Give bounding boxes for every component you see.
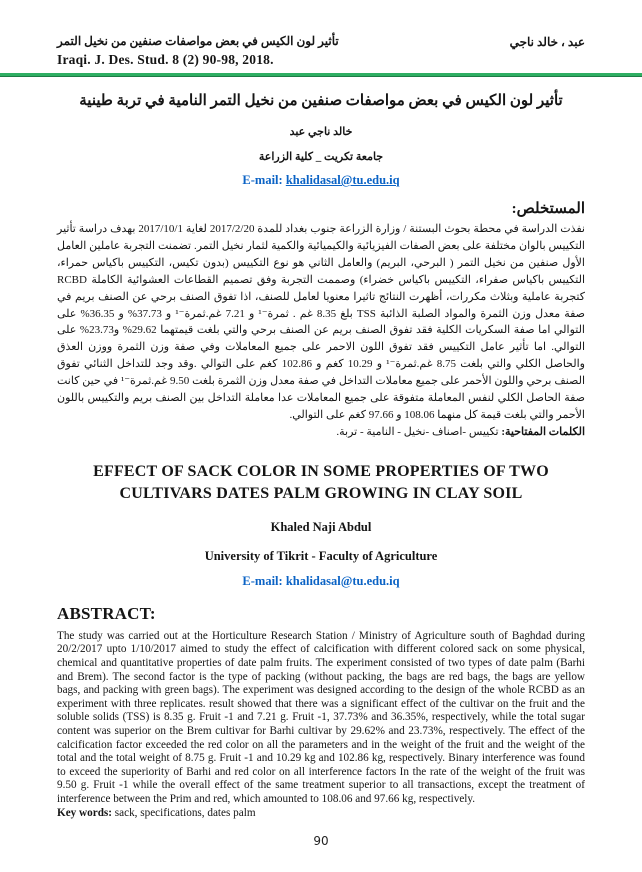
running-author-arabic: عبد ، خالد ناجي xyxy=(509,35,585,49)
running-title-arabic: تأثير لون الكيس في بعض مواصفات صنفين من نخيل التمر xyxy=(57,34,339,48)
english-keywords-text: sack, specifications, dates palm xyxy=(114,806,256,819)
arabic-keywords xyxy=(57,424,585,441)
english-abstract-text: The study was carried out at the Horticulture Research Station / Ministry of Agriculture south of Baghdad during 20/2/2017 upto 1/10/2017 aimed to study the effect of calcification with different colored sack on some physical, chemical and quantitative properties of date palm fruits. The experiment consisted of two types of date palm (Barhi and Brem). The second factor is the type of packing (without packing, the bags are red bags, the bags are yellow bags, and packing with green bags). The experiment was designed according to the design of the whole RCBD as an experiment with three replicates. result showed that there was a significant effect of the cultivar on the fruit and the soluble solids (TSS) is 8.35 g. Fruit -1 and 7.21 g. Fruit -1, 37.73% and 36.35%, respectively, while the total sugar content was superior on the Brem cultivar for Barhi cultivar by 29.62% and 23.73%, respectively. The effect of the calcification factor exceeded the red color on all the parameters and in the weight of the fruit and the weight of the total and the total weight of 8.75 g. Fruit -1 and 10.29 kg and 102.86 kg, respectively. Binary interference was found to exceed the superiority of Barhi and red color on all interference factors In the rate of the weight of the fruit was 9.50 g. Fruit -1 while the overall effect of the same treatment superior to all transactions, except the treatment of interference between the Prim and red, which amounted to 108.06 and 97.66 kg, respectively. xyxy=(57,629,585,805)
arabic-abstract-text: نفذت الدراسة في محطة بحوث البستنة / وزارة الزراعة جنوب بغداد للمدة 2017/2/20 لغاية 2017/10/1 بهدف دراسة تأثير التكييس بالوان مختلفة على بعض الصفات الفيزيائية والكيميائية والكمية لثمار نخيل التمر. تضمنت التجربة عاملين العامل الأول صنفين من نخيل التمر ( البرحي، البريم) والعامل الثاني هو نوع التكييس (بدون تكيس، التكييس باكياس حمراء، التكييس باكياس صفراء، التكييس باكياس خضراء) وصممت التجربة وفق تصميم القطاعات العشوائية الكاملة RCBD كتجربة عاملية وبثلاث مكررات، أظهرت النتائج تاثيرا معنويا لعامل للصنف، اذا تفوق الصنف برحي عن الصنف بريم في صفة معدل وزن الثمرة والمواد الصلبة الذائبة TSS بلغ 8.35 غم . ثمرة⁻¹ و 7.21 غم.ثمرة⁻¹ و 37.73% و 36.35% على التوالي اما صفة السكريات الكلية فقد تفوق الصنف بريم عن الصنف برحي والتي بلغت قيمتهما 29.62% و23.73% على التوالي. اما تأثير عامل التكييس فقد تفوق اللون الاحمر على جميع المعاملات وفي صفة وزن الثمرة ووزن العذق والحاصل الكلي والتي بلغت 8.75 غم.ثمرة⁻¹ و 10.29 كغم و 102.86 كغم على التوالي .وقد وجد للتداخل الثنائي تفوق الصنف برحي واللون الأحمر على جميع معاملات التداخل في صفة معدل وزن الثمرة بلغت 9.50 غم.ثمرة⁻¹ في حين كانت صفة الحاصل الكلي لنفس المعاملة متفوقة على جميع المعاملات عدا معاملة التداخل بين الصنف بريم والتكييس باللون الأحمر والتي بلغت قيمة كل منهما 108.06 و 97.66 كغم على التوالي. xyxy=(57,223,586,421)
english-keywords-label: Key words: xyxy=(57,806,112,819)
arabic-keywords-label: الكلمات المفتاحية: xyxy=(501,425,585,438)
email-label: E-mail: xyxy=(242,573,283,588)
running-header-left xyxy=(57,34,339,68)
arabic-affiliation: جامعة تكريت _ كلية الزراعة xyxy=(258,151,384,163)
email-link[interactable]: khalidasal@tu.edu.iq xyxy=(285,573,400,588)
english-author: Khaled Naji Abdul xyxy=(270,519,372,534)
arabic-email-row xyxy=(57,173,585,188)
arabic-title: تأثير لون الكيس في بعض مواصفات صنفين من نخيل التمر النامية في تربة طينية xyxy=(79,93,563,109)
email-label: E-mail: xyxy=(242,173,283,187)
email-link[interactable]: khalidasal@tu.edu.iq xyxy=(285,173,400,187)
english-title: EFFECT OF SACK COLOR IN SOME PROPERTIES OF TWO CULTIVARS DATES PALM GROWING IN CLAY SOIL xyxy=(93,462,549,502)
page-content xyxy=(0,91,642,820)
arabic-keywords-text: تكييس -اصناف -نخيل - النامية - تربة. xyxy=(336,425,499,438)
running-header xyxy=(0,0,642,68)
arabic-abstract-heading: المستخلص: xyxy=(511,201,585,217)
arabic-author: خالد ناجي عبد xyxy=(289,126,353,138)
english-abstract-heading: ABSTRACT: xyxy=(57,603,156,623)
english-email-row xyxy=(57,574,585,589)
header-divider-rule xyxy=(0,73,642,77)
english-keywords xyxy=(57,807,585,821)
journal-reference: Iraqi. J. Des. Stud. 8 (2) 90-98, 2018. xyxy=(57,52,274,67)
english-affiliation: University of Tikrit - Faculty of Agriculture xyxy=(204,548,438,563)
page-number: 90 xyxy=(313,834,329,848)
